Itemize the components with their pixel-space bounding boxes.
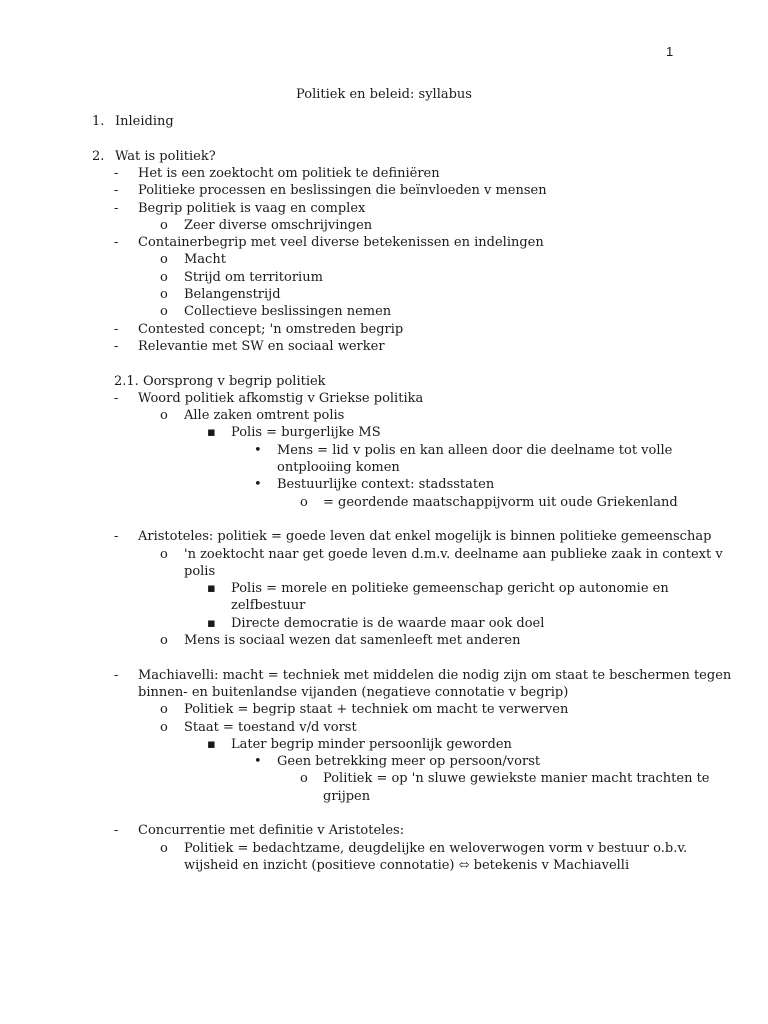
- list-marker: -: [114, 823, 119, 839]
- list-item-text: Politieke processen en beslissingen die beïnvloeden v mensen: [138, 183, 547, 199]
- list-marker: -: [114, 338, 119, 354]
- list-marker: o: [160, 546, 168, 562]
- list-marker: o: [300, 494, 308, 510]
- list-item-text: Politiek = bedachtzame, deugdelijke en weloverwogen vorm v bestuur o.b.v.: [184, 840, 688, 856]
- list-marker: -: [114, 321, 119, 337]
- page-title: Politiek en beleid: syllabus: [296, 87, 472, 102]
- list-item-text: Geen betrekking meer op persoon/vorst: [277, 754, 541, 770]
- list-item-text: Staat = toestand v/d vorst: [184, 719, 357, 735]
- list-item-text: wijsheid en inzicht (positieve connotatie) ⬄ betekenis v Machiavelli: [184, 857, 630, 873]
- list-marker: •: [254, 754, 262, 770]
- list-item-text: Politiek = begrip staat + techniek om macht te verwerven: [184, 702, 569, 718]
- list-item-text: grijpen: [323, 788, 371, 804]
- list-item-text: 2.1. Oorsprong v begrip politiek: [114, 373, 326, 389]
- list-item-text: Politiek = op 'n sluwe gewiekste manier macht trachten te: [323, 771, 710, 787]
- list-item-text: Wat is politiek?: [115, 148, 216, 164]
- list-item-text: polis: [184, 563, 216, 579]
- list-marker: o: [160, 217, 168, 233]
- list-item-text: Mens = lid v polis en kan alleen door die deelname tot volle: [277, 442, 673, 458]
- list-item-text: Collectieve beslissingen nemen: [184, 304, 392, 320]
- list-item-text: Macht: [184, 252, 226, 268]
- list-item-text: = geordende maatschappijvorm uit oude Griekenland: [323, 494, 678, 510]
- list-marker: o: [300, 771, 308, 787]
- list-item-text: Containerbegrip met veel diverse betekenissen en indelingen: [138, 235, 544, 251]
- list-item-text: Belangenstrijd: [184, 287, 281, 302]
- list-marker: -: [114, 235, 119, 251]
- list-marker: 1.: [92, 114, 105, 129]
- list-marker: ▪: [207, 736, 216, 752]
- list-marker: -: [114, 390, 119, 406]
- list-marker: o: [160, 719, 168, 735]
- page-number: 1: [666, 44, 674, 59]
- list-marker: o: [160, 252, 168, 268]
- list-item-text: Aristoteles: politiek = goede leven dat enkel mogelijk is binnen politieke gemeenschap: [138, 529, 712, 545]
- list-item-text: 'n zoektocht naar get goede leven d.m.v. deelname aan publieke zaak in context v: [184, 546, 723, 562]
- list-item-text: Concurrentie met definitie v Aristoteles:: [138, 823, 405, 839]
- list-item-text: binnen- en buitenlandse vijanden (negatieve connotatie v begrip): [138, 684, 569, 700]
- list-marker: -: [114, 529, 119, 545]
- list-item-text: Inleiding: [115, 114, 174, 129]
- list-item-text: Polis = morele en politieke gemeenschap gericht op autonomie en: [231, 581, 669, 597]
- list-marker: ▪: [207, 425, 216, 441]
- list-item-text: Polis = burgerlijke MS: [231, 425, 381, 441]
- list-marker: -: [114, 200, 119, 216]
- list-item-text: zelfbestuur: [231, 598, 306, 614]
- list-marker: -: [114, 667, 119, 683]
- list-marker: o: [160, 633, 168, 648]
- list-marker: -: [114, 183, 119, 199]
- list-item-text: Later begrip minder persoonlijk geworden: [231, 736, 512, 752]
- list-marker: o: [160, 304, 168, 320]
- list-item-text: Machiavelli: macht = techniek met middelen die nodig zijn om staat te beschermen tegen: [138, 667, 732, 683]
- list-marker: o: [160, 269, 168, 285]
- list-marker: ▪: [207, 581, 216, 597]
- list-item-text: Directe democratie is de waarde maar ook doel: [231, 615, 545, 631]
- list-marker: -: [114, 165, 119, 181]
- list-item-text: Bestuurlijke context: stadsstaten: [277, 477, 495, 493]
- list-item-text: Contested concept; 'n omstreden begrip: [138, 321, 404, 337]
- list-marker: o: [160, 840, 168, 856]
- list-marker: o: [160, 408, 168, 424]
- list-marker: ▪: [207, 615, 216, 631]
- list-item-text: ontplooiing komen: [277, 460, 400, 475]
- list-marker: •: [254, 477, 262, 493]
- list-marker: •: [254, 442, 262, 458]
- list-marker: o: [160, 287, 168, 302]
- list-item-text: Strijd om territorium: [184, 269, 323, 285]
- list-item-text: Het is een zoektocht om politiek te definiëren: [138, 165, 440, 181]
- list-item-text: Alle zaken omtrent polis: [184, 408, 345, 424]
- list-marker: 2.: [92, 148, 105, 164]
- list-item-text: Relevantie met SW en sociaal werker: [138, 338, 385, 354]
- list-marker: o: [160, 702, 168, 718]
- list-item-text: Zeer diverse omschrijvingen: [184, 217, 373, 233]
- list-item-text: Woord politiek afkomstig v Griekse politika: [138, 390, 424, 406]
- list-item-text: Begrip politiek is vaag en complex: [138, 200, 366, 216]
- list-item-text: Mens is sociaal wezen dat samenleeft met anderen: [184, 633, 521, 648]
